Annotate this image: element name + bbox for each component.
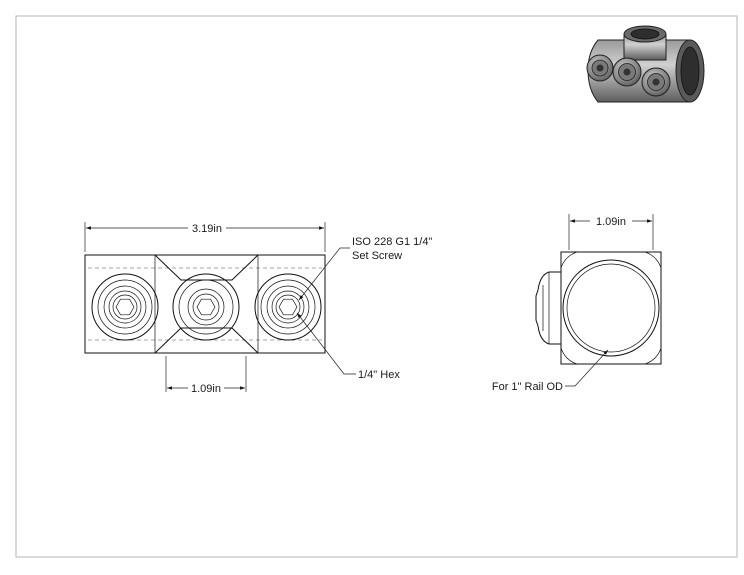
side-width-label: 1.09in [596,216,626,228]
set-screw-center [173,274,239,340]
rail-callout [492,350,608,393]
rail-bore-inner [567,264,655,352]
side-body-outline [561,252,661,364]
front-view [85,222,432,395]
side-view [492,214,661,393]
set-screw-left [92,274,158,340]
overall-length-dimension [85,222,325,252]
rail-callout-label: For 1" Rail OD [491,381,563,393]
hex-callout-label: 1/4" Hex [358,369,400,381]
fitting-3d-render-icon [587,26,704,102]
set-screw-right [255,274,321,340]
front-body-outline [85,255,325,353]
overall-length-label: 3.19in [192,223,222,235]
rail-bore-outer [563,260,659,356]
set-screw-callout-line2: Set Screw [352,250,403,262]
side-width-dimension [569,214,653,250]
center-spacing-dimension [166,356,246,395]
center-spacing-label: 1.09in [191,383,221,395]
set-screw-callout-line1: ISO 228 G1 1/4" [352,236,433,248]
hex-callout [297,313,400,381]
